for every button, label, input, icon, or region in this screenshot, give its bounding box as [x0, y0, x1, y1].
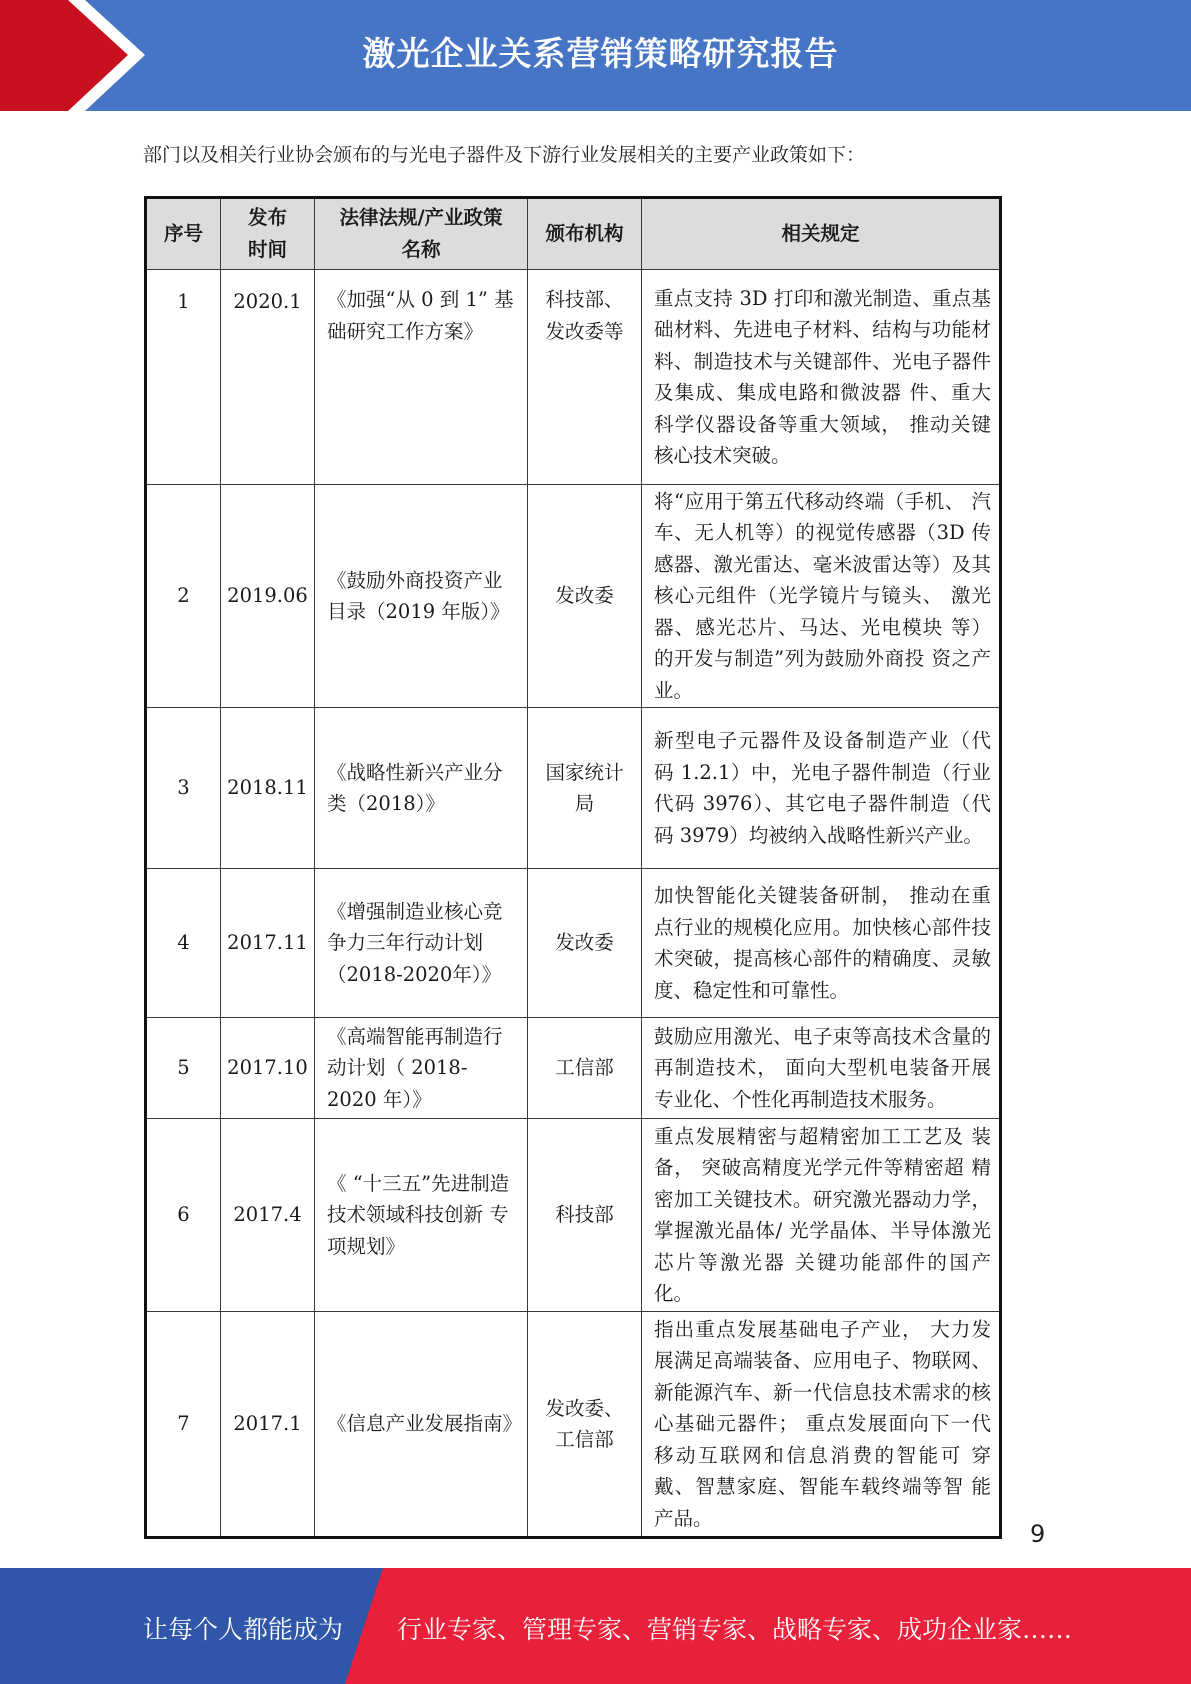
report-title: 激光企业关系营销策略研究报告 — [362, 34, 839, 73]
row-date: 2017.11 — [221, 869, 315, 1018]
row-no: 6 — [146, 1119, 221, 1312]
row-date: 2017.1 — [221, 1312, 315, 1538]
row-rule: 重点发展精密与超精密加工工艺及 装备， 突破高精度光学元件等精密超 精密加工关键技术。研究激光器动力学，掌握激光晶体/ 光学晶体、半导体激光芯片等激光器 关键功能部件的国产化。 — [642, 1119, 1001, 1312]
row-org: 国家统计局 — [528, 708, 642, 869]
row-name: 《高端智能再制造行动计划（ 2018-2020 年）》 — [315, 1018, 528, 1119]
policy-table — [144, 196, 1002, 1539]
footer-banner — [0, 1568, 1191, 1684]
row-no: 4 — [146, 869, 221, 1018]
table-row — [146, 708, 1001, 869]
table-row — [146, 485, 1001, 708]
table-header-row — [146, 198, 1001, 270]
row-org: 科技部 — [528, 1119, 642, 1312]
row-rule: 鼓励应用激光、电子束等高技术含量的再制造技术， 面向大型机电装备开展专业化、个性化再制造技术服务。 — [642, 1018, 1001, 1119]
row-org: 发改委、工信部 — [528, 1312, 642, 1538]
table-row — [146, 270, 1001, 485]
row-name: 《加强“从 0 到 1” 基础研究工作方案》 — [315, 270, 528, 485]
row-name: 《信息产业发展指南》 — [315, 1312, 528, 1538]
row-org: 发改委 — [528, 869, 642, 1018]
header-date: 发布 时间 — [221, 198, 315, 270]
header-no: 序号 — [146, 198, 221, 270]
row-org: 科技部、发改委等 — [528, 270, 642, 485]
row-name: 《战略性新兴产业分类（2018）》 — [315, 708, 528, 869]
row-date: 2018.11 — [221, 708, 315, 869]
header-banner — [0, 0, 1191, 111]
table-row — [146, 1119, 1001, 1312]
row-rule: 将“应用于第五代移动终端（手机、 汽车、无人机等）的视觉传感器（3D 传感器、激光雷达、毫米波雷达等）及其核心元组件（光学镜片与镜头、 激光器、感光芯片、马达、光电模块 等）的开发与制造”列为鼓励外商投 资之产业。 — [642, 485, 1001, 708]
row-name: 《增强制造业核心竞争力三年行动计划（2018-2020年）》 — [315, 869, 528, 1018]
row-no: 2 — [146, 485, 221, 708]
row-date: 2020.1 — [221, 270, 315, 485]
row-rule: 指出重点发展基础电子产业， 大力发展满足高端装备、应用电子、物联网、新能源汽车、新一代信息技术需求的核心基础元器件； 重点发展面向下一代移动互联网和信息消费的智能可 穿戴、智慧家庭、智能车载终端等智 能产品。 — [642, 1312, 1001, 1538]
row-rule: 加快智能化关键装备研制， 推动在重点行业的规模化应用。加快核心部件技术突破，提高核心部件的精确度、灵敏度、稳定性和可靠性。 — [642, 869, 1001, 1018]
row-date: 2017.10 — [221, 1018, 315, 1119]
row-name: 《 “十三五”先进制造技术领域科技创新 专项规划》 — [315, 1119, 528, 1312]
row-no: 5 — [146, 1018, 221, 1119]
table-row — [146, 1018, 1001, 1119]
row-org: 工信部 — [528, 1018, 642, 1119]
header-rule: 相关规定 — [642, 198, 1001, 270]
row-date: 2019.06 — [221, 485, 315, 708]
row-org: 发改委 — [528, 485, 642, 708]
row-rule: 重点支持 3D 打印和激光制造、重点基础材料、先进电子材料、结构与功能材料、制造技术与关键部件、光电子器件及集成、集成电路和微波器 件、重大科学仪器设备等重大领域， 推动关键核心技术突破。 — [642, 270, 1001, 485]
row-no: 1 — [146, 270, 221, 485]
header-name: 法律法规/产业政策 名称 — [315, 198, 528, 270]
row-name: 《鼓励外商投资产业目录（2019 年版）》 — [315, 485, 528, 708]
table-row — [146, 1312, 1001, 1538]
row-no: 3 — [146, 708, 221, 869]
footer-slogan-right: 行业专家、管理专家、营销专家、战略专家、成功企业家…… — [397, 1615, 1073, 1644]
header-org: 颁布机构 — [528, 198, 642, 270]
row-rule: 新型电子元器件及设备制造产业（代 码 1.2.1）中，光电子器件制造（行业 代码 3976）、其它电子器件制造（代 码 3979）均被纳入战略性新兴产业。 — [642, 708, 1001, 869]
table-row — [146, 869, 1001, 1018]
page-number: 9 — [1030, 1520, 1046, 1548]
row-no: 7 — [146, 1312, 221, 1538]
intro-paragraph: 部门以及相关行业协会颁布的与光电子器件及下游行业发展相关的主要产业政策如下： — [143, 144, 866, 166]
footer-slogan-left: 让每个人都能成为 — [143, 1615, 344, 1644]
row-date: 2017.4 — [221, 1119, 315, 1312]
